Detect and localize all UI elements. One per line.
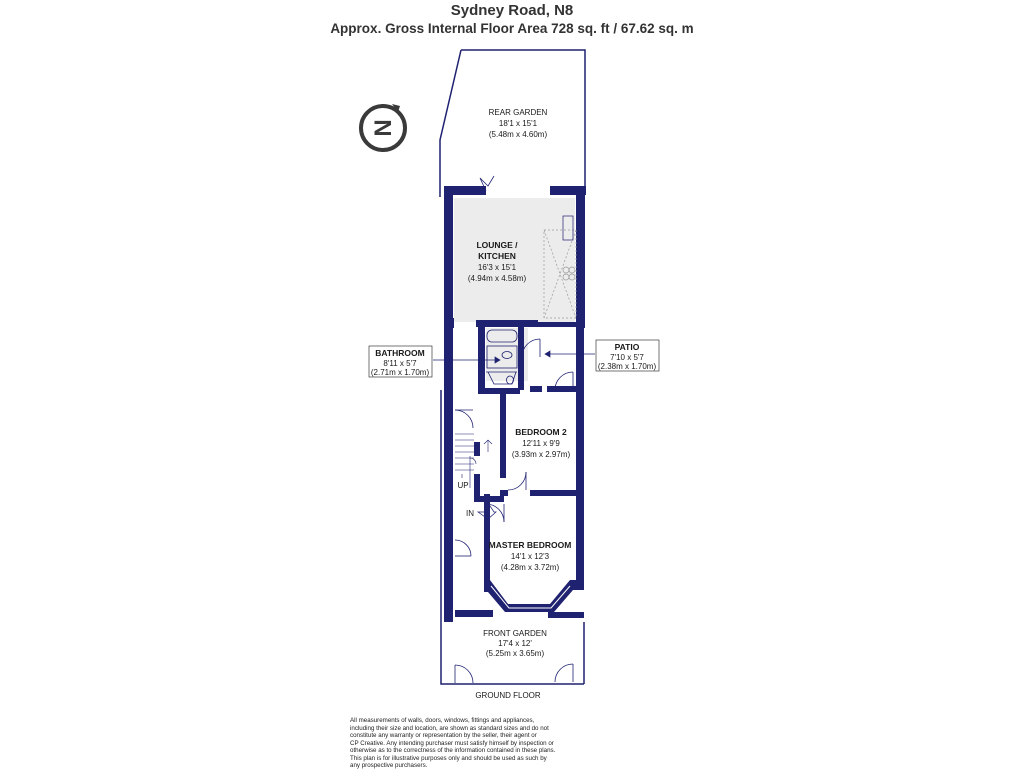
in-marker: IN [466,509,474,518]
disclaimer-line: any prospective purchasers. [350,762,428,769]
rear-garden-label [489,108,548,139]
lounge-metric: (4.94m x 4.58m) [467,274,527,283]
bedroom-2-name: BEDROOM 2 [515,427,567,437]
disclaimer [350,717,572,770]
front-garden-label [483,629,547,658]
master-bedroom-imperial: 14'1 x 12'3 [510,552,550,561]
bathroom-name: BATHROOM [375,348,425,358]
compass-letter: N [370,119,397,137]
disclaimer-line: otherwise as to the correctness of the information contained in these plans. [350,747,556,754]
master-bedroom-metric: (4.28m x 3.72m) [500,563,560,572]
staircase [455,434,492,488]
master-bedroom-name: MASTER BEDROOM [488,540,572,550]
disclaimer-line: CP Creative. Any intending purchaser must satisfy himself by inspection or [350,739,554,747]
disclaimer-line: including their size and location, are shown as standard sizes and do not [350,724,549,732]
lounge-name-line1: LOUNGE / [476,240,518,250]
rear-garden-name: REAR GARDEN [488,108,548,117]
bedroom-2-metric: (3.93m x 2.97m) [511,450,571,459]
bedroom-2-label [512,427,571,459]
front-garden-name: FRONT GARDEN [483,629,547,638]
front-garden-imperial: 17'4 x 12' [498,639,532,648]
bathroom-metric: (2.71m x 1.70m) [370,368,430,377]
patio-metric: (2.38m x 1.70m) [597,362,657,371]
plan-title: Sydney Road, N8 [450,2,574,19]
disclaimer-line: constitute any warranty or representation by the seller, their agent or [350,732,537,739]
master-bedroom-label [489,540,572,572]
disclaimer-line: This plan is for illustrative purposes only and should be used as such by [350,754,547,762]
front-garden-metric: (5.25m x 3.65m) [485,649,545,658]
lounge-name-line2: KITCHEN [478,251,516,261]
lounge-imperial: 16'3 x 15'1 [477,263,517,272]
disclaimer-line: All measurements of walls, doors, windows, fittings and appliances, [350,717,535,724]
patio-imperial: 7'10 x 5'7 [610,353,644,362]
up-marker: UP [457,481,469,490]
rear-garden-metric: (5.48m x 4.60m) [488,130,548,139]
floor-area-subtitle: Approx. Gross Internal Floor Area 728 sq. ft / 67.62 sq. m [330,21,694,36]
bedroom-2-imperial: 12'11 x 9'9 [522,439,560,448]
bathroom-imperial: 8'11 x 5'7 [383,359,417,368]
compass-icon [361,104,405,150]
patio-name: PATIO [614,342,640,352]
floor-label: GROUND FLOOR [475,691,541,700]
rear-garden-imperial: 18'1 x 15'1 [498,119,538,128]
